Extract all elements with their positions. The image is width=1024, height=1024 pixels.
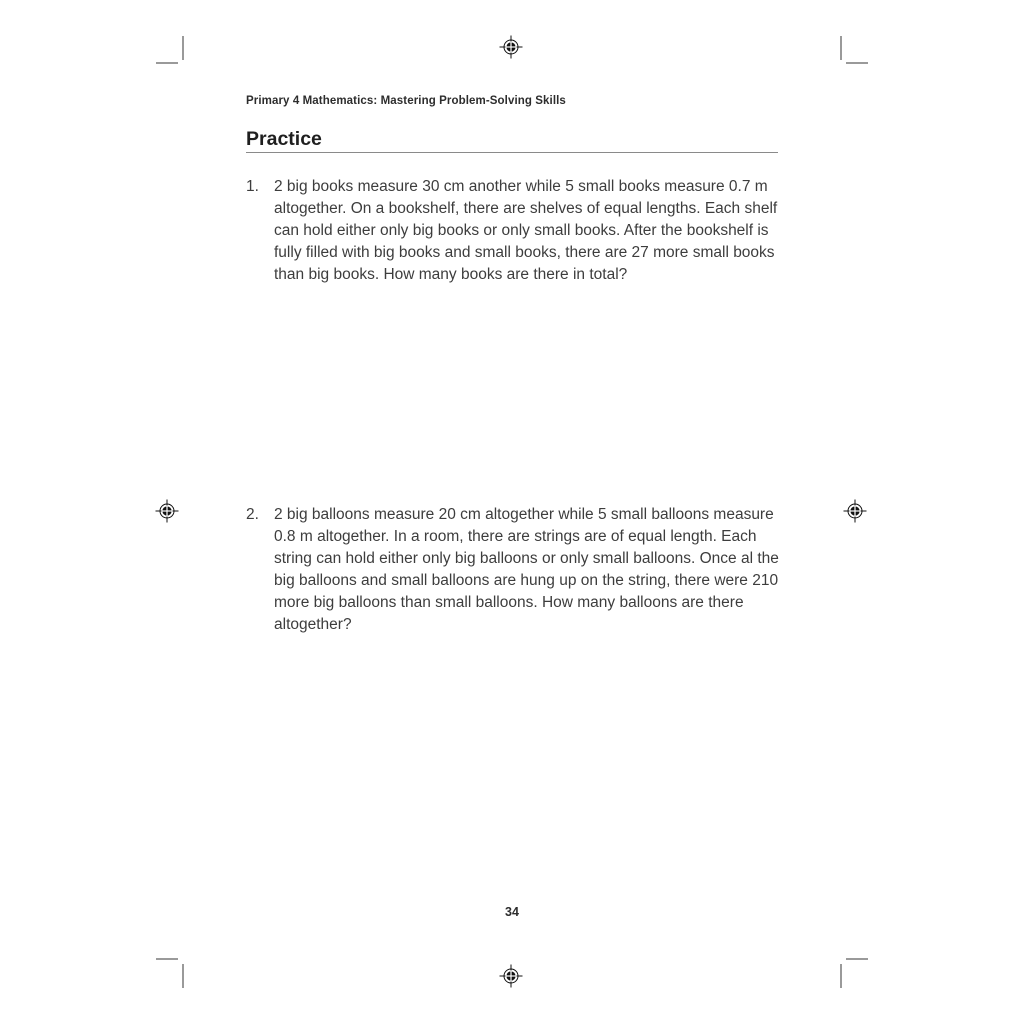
crop-mark: [156, 62, 178, 64]
running-header: Primary 4 Mathematics: Mastering Problem-Solving Skills: [246, 95, 566, 107]
crop-mark: [846, 958, 868, 960]
crop-mark: [846, 62, 868, 64]
crop-mark: [156, 958, 178, 960]
question-number: 2.: [246, 506, 259, 523]
page-number: 34: [505, 905, 519, 919]
registration-mark-icon: [499, 964, 523, 988]
crop-mark: [840, 964, 842, 988]
question-text: 2 big books measure 30 cm another while 5 small books measure 0.7 m altogether. On a bookshelf, there are shelves of equal lengths. Each shelf can hold either only big books or only small books. After the bookshelf is fully filled with big books and small books, there are 27 more small books than big books. How many books are there in total?: [274, 178, 778, 283]
registration-mark-icon: [499, 35, 523, 59]
registration-mark-icon: [155, 499, 179, 523]
section-title-rule: [246, 152, 778, 153]
question-item-1: [246, 176, 782, 286]
section-title: Practice: [246, 128, 322, 150]
crop-mark: [182, 964, 184, 988]
registration-mark-icon: [843, 499, 867, 523]
question-item-2: [246, 504, 782, 636]
crop-mark: [182, 36, 184, 60]
question-number: 1.: [246, 178, 259, 195]
question-text: 2 big balloons measure 20 cm altogether while 5 small balloons measure 0.8 m altogether. In a room, there are strings are of equal length. Each string can hold either only big balloons or only small balloons. Once al the big balloons and small balloons are hung up on the string, there were 210 more big balloons than small balloons. How many balloons are there altogether?: [274, 506, 779, 633]
crop-mark: [840, 36, 842, 60]
